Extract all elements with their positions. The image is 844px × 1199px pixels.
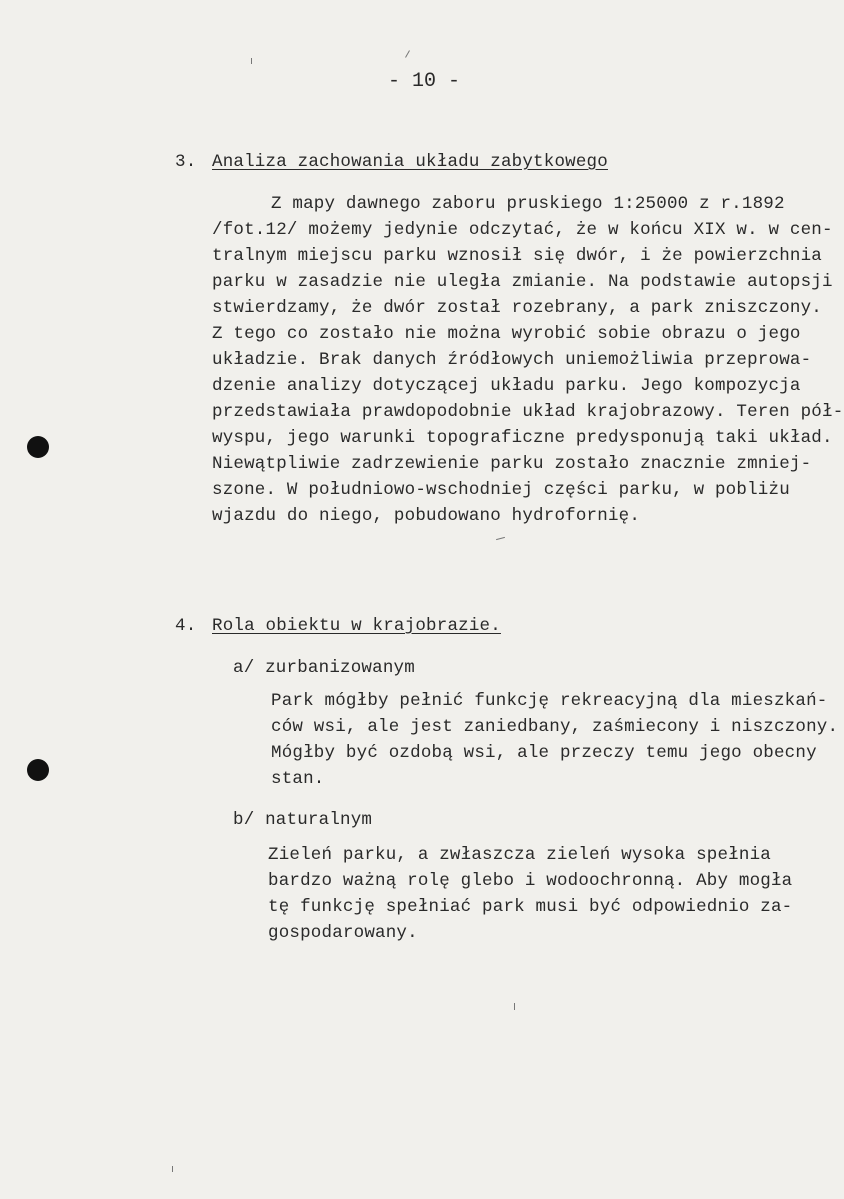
section-3-line: przedstawiała prawdopodobnie układ krajobrazowy. Teren pół- xyxy=(212,402,844,422)
paper-speck xyxy=(405,50,410,57)
section-3-line: stwierdzamy, że dwór został rozebrany, a park zniszczony. xyxy=(212,298,822,318)
paper-speck xyxy=(514,1003,515,1010)
punch-hole-bottom xyxy=(27,759,49,781)
section-3-line: dzenie analizy dotyczącej układu parku. Jego kompozycja xyxy=(212,376,801,396)
section-3-number: 3. xyxy=(175,152,197,172)
section-4-title: Rola obiektu w krajobrazie. xyxy=(212,616,501,636)
section-3-line: /fot.12/ możemy jedynie odczytać, że w końcu XIX w. w cen- xyxy=(212,220,833,240)
subsection-a-label: a/ zurbanizowanym xyxy=(233,658,415,678)
section-3-line: tralnym miejscu parku wznosił się dwór, i że powierzchnia xyxy=(212,246,822,266)
section-3-line: układzie. Brak danych źródłowych uniemożliwia przeprowa- xyxy=(212,350,812,370)
subsection-b-line: bardzo ważną rolę glebo i wodoochronną. Aby mogła xyxy=(268,871,793,891)
paper-speck xyxy=(251,58,252,64)
subsection-a-line: ców wsi, ale jest zaniedbany, zaśmiecony i niszczony. xyxy=(271,717,839,737)
section-3-line: Niewątpliwie zadrzewienie parku zostało znacznie zmniej- xyxy=(212,454,812,474)
subsection-b-line: tę funkcję spełniać park musi być odpowiednio za- xyxy=(268,897,793,917)
section-3-title: Analiza zachowania układu zabytkowego xyxy=(212,152,608,172)
punch-hole-top xyxy=(27,436,49,458)
subsection-b-line: gospodarowany. xyxy=(268,923,418,943)
subsection-a-line: Mógłby być ozdobą wsi, ale przeczy temu jego obecny xyxy=(271,743,817,763)
subsection-a-line: Park mógłby pełnić funkcję rekreacyjną dla mieszkań- xyxy=(271,691,828,711)
subsection-a-line: stan. xyxy=(271,769,325,789)
paper-speck xyxy=(496,537,505,540)
subsection-b-line: Zieleń parku, a zwłaszcza zieleń wysoka spełnia xyxy=(268,845,771,865)
section-3-line: Z mapy dawnego zaboru pruskiego 1:25000 z r.1892 xyxy=(271,194,785,214)
page-number: - 10 - xyxy=(388,70,461,93)
section-3-line: Z tego co zostało nie można wyrobić sobie obrazu o jego xyxy=(212,324,801,344)
subsection-b-label: b/ naturalnym xyxy=(233,810,373,830)
section-4-number: 4. xyxy=(175,616,197,636)
section-3-line: szone. W południowo-wschodniej części parku, w pobliżu xyxy=(212,480,790,500)
section-3-line: parku w zasadzie nie uległa zmianie. Na podstawie autopsji xyxy=(212,272,833,292)
section-3-line: wjazdu do niego, pobudowano hydrofornię. xyxy=(212,506,641,526)
paper-speck xyxy=(172,1166,173,1172)
section-3-line: wyspu, jego warunki topograficzne predysponują taki układ. xyxy=(212,428,833,448)
